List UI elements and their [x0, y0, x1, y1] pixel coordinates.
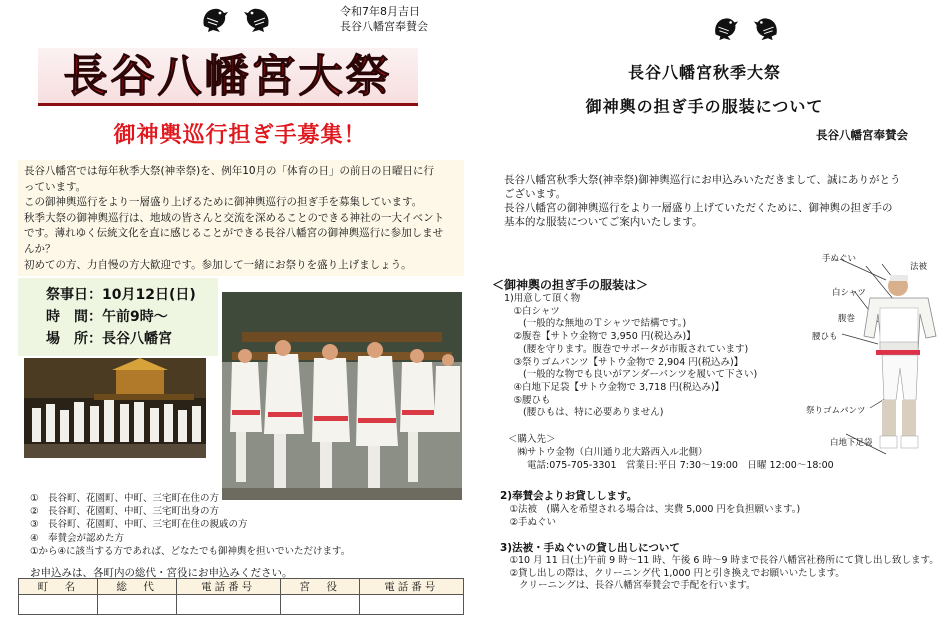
dove-crest-icon — [198, 4, 230, 34]
table-cell — [19, 595, 98, 615]
event-date: 祭事日：10月12日(日) — [46, 287, 196, 303]
attire-item: (腰ひもは、特に必要ありません) — [504, 407, 664, 419]
intro-line: 長谷八幡宮では毎年秋季大祭(神幸祭)を、例年10月の「体育の日」の前日の日曜日に行 — [24, 165, 435, 177]
night-procession-photo — [24, 358, 206, 458]
attire-figure — [770, 250, 939, 490]
attire-items — [504, 293, 804, 420]
rental-item: クリーニングは、長谷八幡宮奉賛会で手配を行います。 — [500, 580, 756, 592]
guide-subtitle: 御神輿の担ぎ手の服装について — [585, 97, 824, 116]
festival-title: 長谷八幡宮大祭 — [38, 48, 418, 106]
table-header: 電話番号 — [176, 579, 280, 595]
intro-line: です。薄れゆく伝統文化を直に感じることができる長谷八幡宮の御神輿巡行に参加しませ — [24, 227, 444, 240]
label-koshihimo: 腰ひも — [812, 332, 838, 342]
label-towel: 手ぬぐい — [822, 254, 857, 264]
mikoshi-carriers-photo — [222, 292, 462, 500]
attire-guide — [470, 0, 939, 618]
label-shirt: 白シャツ — [832, 288, 866, 298]
intro-text — [18, 160, 464, 276]
lending-item: ①法被 (購入を希望される場合は、実費 5,000 円を負担願います。) — [500, 504, 801, 515]
attire-item: (腰を守ります。腹巻でサポータが市販されています) — [504, 343, 749, 355]
label-haramaki: 腹巻 — [838, 314, 856, 324]
attire-item: (一般的な物でも良いがアンダーパンツを履いて下さい) — [504, 369, 758, 381]
attire-item: (一般的な無地のＴシャツで結構です。) — [504, 318, 687, 330]
rental-title: 3)法被・手ぬぐいの貸し出しについて — [500, 542, 680, 554]
intro-line: 長谷八幡宮の御神輿巡行をより一層盛り上げていただくために、御神輿の担ぎ手の — [504, 202, 893, 214]
purchase-line: ㈱サトウ金物（白川通り北大路西入ル北側） — [508, 446, 708, 458]
event-time: 時 間：午前9時～ — [46, 309, 168, 325]
dove-crest-icon — [242, 4, 274, 34]
crest-group — [198, 4, 274, 34]
intro-line: 長谷八幡宮秋季大祭(神幸祭)御神輿巡行にお申込みいただきまして、誠にありがとう — [504, 174, 901, 186]
intro-line: 初めての方、力自慢の方大歓迎です。参加して一緒にお祭りを盛り上げましょう。 — [24, 258, 412, 271]
apply-note: お申込みは、各町内の総代・宮役にお申込みください。 — [30, 567, 293, 579]
guide-intro — [504, 173, 924, 229]
intro-line: んか？ — [24, 242, 56, 255]
recruit-heading: 御神輿巡行担ぎ手募集！ — [113, 123, 367, 148]
date-block — [340, 4, 428, 34]
crest-group — [710, 14, 782, 42]
event-place: 場 所：長谷八幡宮 — [46, 331, 172, 347]
lending-item: ②手ぬぐい — [500, 517, 557, 528]
purchase-line: ＜購入先＞ — [508, 434, 556, 445]
label-tabi: 白地下足袋 — [830, 438, 873, 448]
eligibility-item: ①から④に該当する方であれば、どなたでも御神輿を担いでいただけます。 — [30, 545, 351, 557]
attire-item: ⑤腰ひも — [504, 394, 551, 406]
table-header: 町 名 — [19, 579, 98, 595]
attire-item: ③祭りゴムパンツ【サトウ金物で 2,904 円(税込み)】 — [504, 356, 744, 368]
rental-info — [500, 542, 939, 593]
table-cell — [280, 595, 359, 615]
intro-line: 秋季大祭の御神輿巡行は、地域の皆さんと交流を深めることのできる神社の一大イベント — [24, 211, 444, 224]
purchase-line: 電話:075-705-3301 営業日:平日 7:30～19:00 日曜 12:00～18:00 — [508, 459, 834, 471]
guide-org: 長谷八幡宮奉賛会 — [816, 128, 908, 142]
rental-item: ①10 月 11 日(土)午前 9 時～11 時、午後 6 時～9 時まで長谷八幡宮社務所にて貸し出し致します。 — [500, 554, 939, 566]
eligibility-list — [30, 492, 350, 558]
eligibility-item: ② 長谷町、花園町、中町、三宅町出身の方 — [30, 506, 220, 518]
attire-item: ①白シャツ — [504, 305, 560, 317]
attire-item: ②腹巻【サトウ金物で 3,950 円(税込み)】 — [504, 331, 696, 343]
label-pants: 祭りゴムパンツ — [806, 406, 866, 416]
eligibility-item: ③ 長谷町、花園町、中町、三宅町在住の親戚の方 — [30, 519, 248, 531]
table-header: 宮 役 — [280, 579, 359, 595]
attire-item: 1)用意して頂く物 — [504, 293, 581, 304]
attire-section-title: ＜御神輿の担ぎ手の服装は＞ — [492, 278, 649, 292]
guide-title: 長谷八幡宮秋季大祭 — [627, 63, 781, 82]
intro-line: ございます。 — [504, 188, 567, 200]
event-details — [18, 278, 218, 356]
eligibility-item: ① 長谷町、花園町、中町、三宅町在住の方 — [30, 493, 220, 504]
attire-item: ④白地下足袋【サトウ金物で 3,718 円(税込み)】 — [504, 381, 725, 393]
dove-crest-icon — [710, 14, 740, 42]
table-row — [19, 595, 464, 615]
rental-item: ②貸し出しの際は、クリーニング代 1,000 円と引き換えでお願いいたします。 — [500, 567, 845, 579]
intro-line: っています。 — [24, 180, 87, 193]
intro-line: この御神輿巡行をより一層盛り上げるために御神輿巡行の担ぎ手を募集しています。 — [24, 196, 423, 209]
table-header-row — [19, 579, 464, 595]
issuer-org: 長谷八幡宮奉賛会 — [340, 20, 428, 33]
table-header: 総 代 — [97, 579, 176, 595]
lending-title: 2)奉賛会よりお貸しします。 — [500, 490, 638, 502]
table-cell — [97, 595, 176, 615]
dove-crest-icon — [752, 14, 782, 42]
table-cell — [176, 595, 280, 615]
table-header: 電話番号 — [359, 579, 463, 595]
eligibility-item: ④ 奉賛会が認めた方 — [30, 532, 125, 544]
lending-info — [500, 490, 800, 529]
contact-table — [18, 578, 464, 615]
issue-date: 令和7年8月吉日 — [340, 5, 420, 18]
intro-line: 基本的な服装についてご案内いたします。 — [504, 216, 703, 228]
label-happi: 法被 — [910, 262, 928, 272]
table-cell — [359, 595, 463, 615]
